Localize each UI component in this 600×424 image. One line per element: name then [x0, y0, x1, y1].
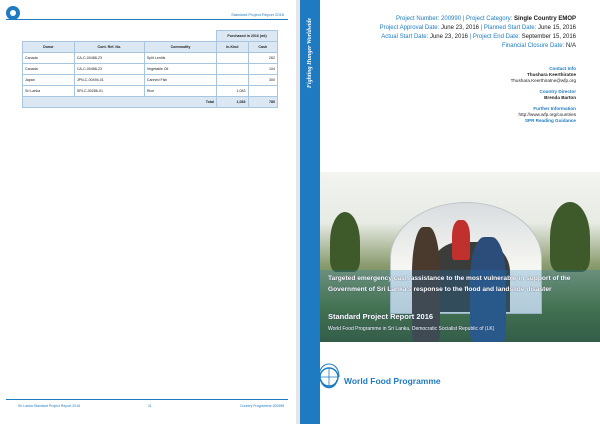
cell-donor: Canada: [23, 53, 75, 64]
table-row: [23, 53, 278, 64]
country-office: World Food Programme in Sri Lanka, Democratic Socialist Republic of (LK): [328, 326, 495, 332]
approval-date: June 23, 2016: [440, 25, 479, 31]
table-row: [23, 75, 278, 86]
cell-cash: 104: [248, 64, 277, 75]
cell-donor: Sri Lanka: [23, 86, 75, 97]
report-title: Standard Project Report 2016: [328, 312, 434, 321]
cell-in-kind: [217, 64, 248, 75]
wfp-logo-icon: [316, 360, 342, 396]
contact-name: Thushara Keerthiratne: [526, 72, 576, 77]
approval-label: Project Approval Date:: [379, 25, 440, 31]
director-heading: Country Director: [539, 89, 576, 94]
planned-start: June 15, 2016: [537, 25, 576, 31]
group-header: Purchased in 2016 (mt): [217, 31, 278, 42]
tree-shape: [550, 202, 590, 272]
further-info-heading: Further Information: [533, 106, 576, 111]
info-line-3: Actual Start Date: June 23, 2016 | Project End Date: September 15, 2016: [381, 34, 576, 40]
project-info: [380, 15, 576, 51]
cover-caption: Targeted emergency cash assistance to the most vulnerable in support of the Government of Sri Lanka's response to the flood and landslide disaster: [328, 275, 571, 293]
total-cash: 780: [248, 97, 277, 108]
col-donor: Donor: [23, 42, 75, 53]
cell-in-kind: [217, 53, 248, 64]
cell-cash: 300: [248, 75, 277, 86]
cell-cash: 262: [248, 53, 277, 64]
cell-ref: CA-C-00488-23: [74, 64, 144, 75]
wfp-emblem-icon: [6, 6, 20, 20]
footer-left: Sri Lanka Standard Project Report 2016: [18, 404, 81, 408]
table-row: [23, 64, 278, 75]
project-category: Single Country EMOP: [513, 16, 576, 22]
person-child: [452, 220, 470, 260]
cell-ref: SRI-C-00286-01: [74, 86, 144, 97]
cell-donor: Japan: [23, 75, 75, 86]
wfp-wordmark: World Food Programme: [344, 376, 441, 386]
cell-cash: [248, 86, 277, 97]
project-category-label: Project Category:: [465, 16, 513, 22]
actual-start: June 23, 2016: [429, 34, 469, 40]
reading-guidance-link[interactable]: SPR Reading Guidance: [524, 118, 576, 123]
end-date: September 15, 2016: [521, 34, 576, 40]
cell-ref: JPN-C-00494-01: [74, 75, 144, 86]
director-name: Brenda Barton: [544, 95, 576, 100]
total-in-kind: 1,083: [217, 97, 248, 108]
band-slogan: Fighting Hunger Worldwide: [307, 17, 313, 89]
cell-commodity: Canned Fish: [144, 75, 216, 86]
tree-shape: [330, 212, 360, 272]
cover-page: [300, 0, 600, 424]
cell-commodity: Split Lentils: [144, 53, 216, 64]
footer-divider: [6, 399, 288, 400]
empty-header-cell: [23, 31, 217, 42]
col-commodity: Commodity: [144, 42, 216, 53]
cell-commodity: Vegetable Oil: [144, 64, 216, 75]
cell-in-kind: [217, 75, 248, 86]
cell-in-kind: 1,083: [217, 86, 248, 97]
contact-email[interactable]: Thushara.Keerthiratne@wfp.org: [510, 78, 576, 83]
purchases-table: [22, 30, 278, 108]
col-cash: Cash: [248, 42, 277, 53]
col-in-kind: In-Kind: [217, 42, 248, 53]
table-row: [23, 86, 278, 97]
contact-info-heading: Contact Info: [549, 66, 576, 71]
info-line-4: [380, 42, 576, 51]
project-number: 200990: [441, 16, 462, 22]
table-header-row: [23, 42, 278, 53]
left-page: [0, 0, 296, 424]
planned-start-label: Planned Start Date:: [483, 25, 537, 31]
end-label: Project End Date:: [472, 34, 520, 40]
closure-label: Financial Closure Date:: [501, 43, 565, 49]
contact-block: [511, 66, 576, 124]
closure-date: N/A: [565, 43, 576, 49]
footer-right: Country Programme 200998: [240, 404, 285, 408]
page-header: Standard Project Report 2016: [231, 12, 284, 17]
table-group-header-row: [23, 31, 278, 42]
total-row: [23, 97, 278, 108]
info-line-2: Project Approval Date: June 23, 2016 | Planned Start Date: June 15, 2016: [379, 25, 576, 31]
cell-ref: CA-C-00488-23: [74, 53, 144, 64]
info-line-1: Project Number: 200990 | Project Category: Single Country EMOP: [395, 16, 576, 22]
cell-donor: Canada: [23, 64, 75, 75]
cell-commodity: Rice: [144, 86, 216, 97]
total-label: Total: [23, 97, 217, 108]
page-number: 11: [148, 404, 152, 408]
further-info-link[interactable]: http://www.wfp.org/countries: [518, 112, 576, 117]
project-number-label: Project Number:: [395, 16, 440, 22]
col-ref: Cont. Ref. No.: [74, 42, 144, 53]
actual-start-label: Actual Start Date:: [381, 34, 429, 40]
header-divider: [6, 19, 288, 20]
